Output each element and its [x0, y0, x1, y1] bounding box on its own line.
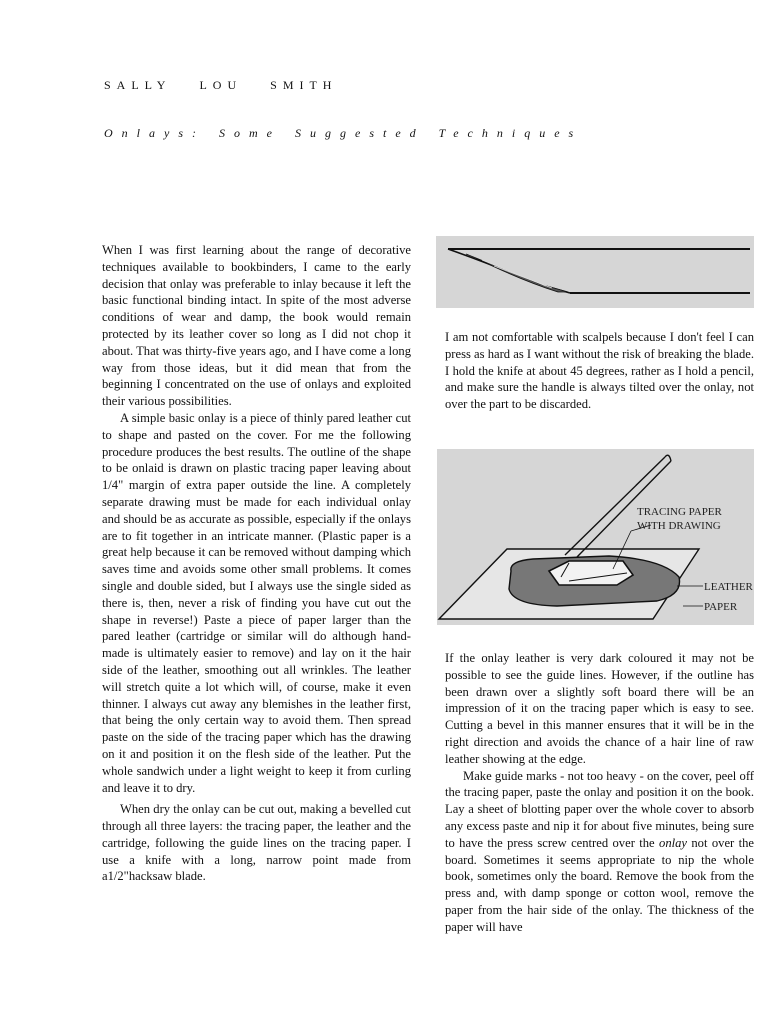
- author-middle: LOU: [199, 78, 243, 92]
- title-word-1: Onlays:: [104, 126, 205, 140]
- label-with-drawing: WITH DRAWING: [637, 520, 721, 532]
- guide-marks-text-1: Make guide marks - not too heavy - on the cover, peel off the tracing paper, paste the onlay and position it on the book. Lay a sheet of blotting paper over the whole cover to absorb any excess paste and nip it for about five minutes, being sure to have the press screw centred over the: [445, 768, 754, 850]
- label-leather: LEATHER: [704, 581, 753, 593]
- paragraph-basic-onlay: A simple basic onlay is a piece of thinly pared leather cut to shape and pasted on the cover. For me the following procedure produces the best results. The outline of the shape to be onlaid is drawn on plastic tracing paper leaving about 1/4" margin of extra paper outside the line. A completely separate drawing must be made for each individual onlay and should be as accurate as possible, especially if the onlays are to fit together in an intricate manner. (Plastic paper is a great help because it can be removed without damping which saves time and avoids some other small problems. It comes single and double sided, but I always use the single sided as there is, then, never a risk of finding you have cut out the shape in reverse!) Paste a piece of paper larger than the pared leather (cartridge or similar will do although hand-made is ultimately easier to remove) and lay on it the hair side of the leather, smoothing out all wrinkles. The leather will stretch quite a lot which will, of course, make it even thinner. I always cut away any blemishes in the leather first, that being the only certain way to avoid them. Then spread paste on the side of the tracing paper which has the drawing on it and position it on the flesh side of the leather. Put the whole sandwich under a light weight to keep it from curling and leave it to dry.: [102, 410, 411, 795]
- tracing-paper-drawing: [437, 449, 754, 625]
- right-column-bottom: [445, 650, 754, 936]
- paragraph-intro: When I was first learning about the range of decorative techniques available to bookbinders, I came to the early decision that onlay was preferable to inlay because it left the basic functional binding intact. In spite of the most adverse conditions of wear and damp, the book would remain protected by its leather cover so long as I did not chop it about. That was thirty-five years ago, and I have come a long way from those ideas, but it did mean that from the beginning I concentrated on the use of onlays and exploited their various possibilities.: [102, 243, 411, 409]
- label-tracing-paper: TRACING PAPER: [637, 506, 722, 518]
- author-name: [104, 78, 365, 93]
- paragraph-cutting: When dry the onlay can be cut out, making a bevelled cut through all three layers: the tracing paper, the leather and the cartridge, following the guide lines on the tracing paper. I use a knife with a long, narrow point made from a1/2"hacksaw blade.: [102, 802, 411, 884]
- author-last: SMITH: [270, 78, 338, 92]
- author-first: SALLY: [104, 78, 172, 92]
- article-title: [104, 126, 596, 141]
- paragraph-scalpels: I am not comfortable with scalpels because I don't feel I can press as hard as I want without the risk of breaking the blade. I hold the knife at about 45 degrees, rather as I hold a pencil, and make sure the handle is always tilted over the onlay, not over the part to be discarded.: [445, 330, 754, 412]
- left-column: [102, 242, 411, 885]
- knife-blade-illustration: [436, 236, 754, 308]
- title-word-4: Techniques: [438, 126, 583, 140]
- title-word-3: Suggested: [295, 126, 425, 140]
- title-word-2: Some: [219, 126, 281, 140]
- paragraph-dark-leather: If the onlay leather is very dark coloured it may not be possible to see the guide lines. However, if the outline has been drawn over a slightly soft board there will be an impression of it on the tracing paper which is easy to see. Cutting a bevel in this manner ensures that it will be in the right direction and avoids the chance of a hair line of raw leather showing at the edge.: [445, 651, 754, 766]
- label-paper: PAPER: [704, 601, 738, 613]
- right-column-top: [445, 329, 754, 413]
- paragraph-guide-marks: [445, 768, 754, 936]
- guide-marks-italic: onlay: [659, 835, 688, 850]
- guide-marks-text-2: not over the board. Sometimes it seems appropriate to nip the whole book, sometimes only the board. Remove the book from the press and, with damp sponge or cotton wool, remove the paper from the hair side of the onlay. The thickness of the paper will have: [445, 835, 754, 934]
- knife-blade-drawing: [436, 236, 754, 308]
- tracing-paper-illustration: [437, 449, 754, 625]
